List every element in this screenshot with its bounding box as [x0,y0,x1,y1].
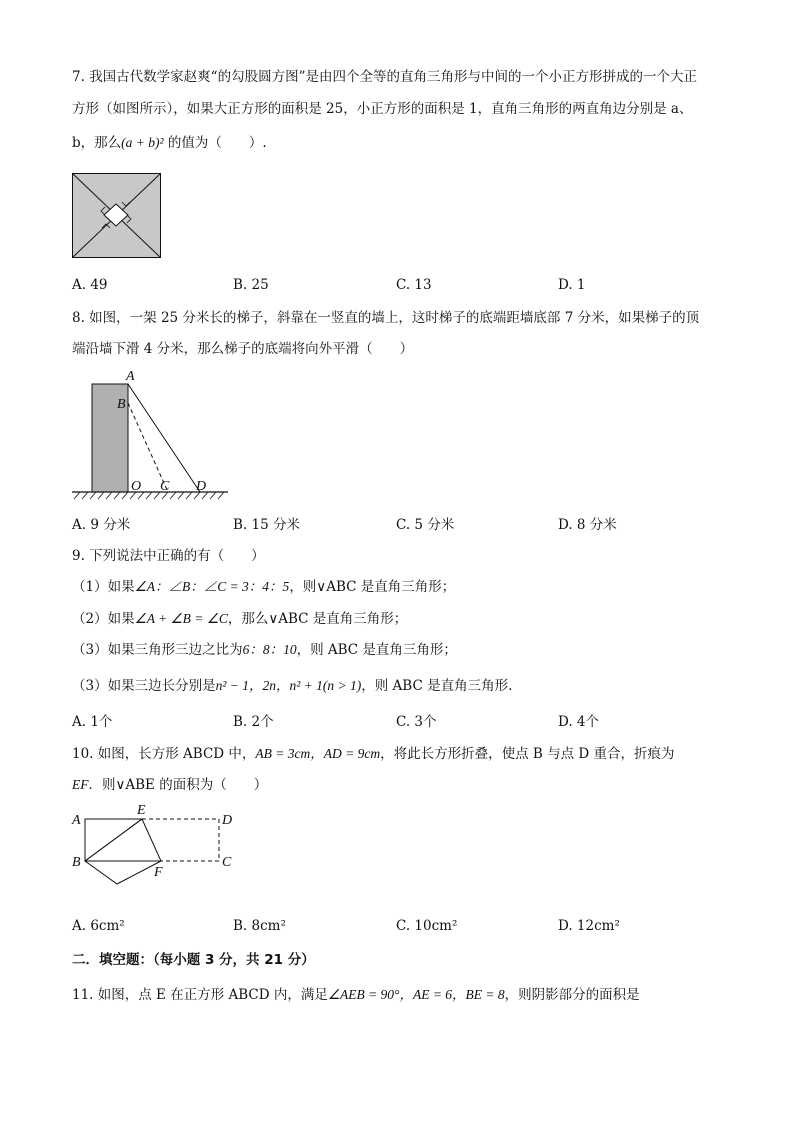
q10-label-c: C [222,855,232,870]
q8-label-d: D [196,479,207,494]
q8-ladder [128,384,200,492]
q7-option-d[interactable]: D. 1 [558,277,586,293]
q11-line1-math: ∠AEB = 90°，AE = 6，BE = 8 [327,987,505,1002]
q9-option-d[interactable]: D. 4个 [558,714,600,730]
q10-label-f: F [154,865,163,880]
q9-s2-post: ，那么∨ABC 是直角三角形； [227,611,408,627]
q7-option-a[interactable]: A. 49 [72,277,108,293]
q9-s2-math: ∠A + ∠B = ∠C [134,611,228,626]
q8-option-b[interactable]: B. 15 分米 [233,517,300,533]
q10-line1-math: AB = 3cm，AD = 9cm [255,746,381,761]
q10-rect-left-part [85,819,161,861]
q10-label-d: D [222,813,233,828]
q10-line2-math: EF [72,777,89,792]
q10-option-d[interactable]: D. 12cm² [558,918,620,934]
q10-label-e: E [137,803,146,818]
q7-line1: 7. 我国古代数学家赵爽“的勾股圆方图”是由四个全等的直角三角形与中间的一个小正方形拼成的一个大正 [72,69,697,85]
q8-line2: 端沿墙下滑 4 分米，那么梯子的底端将向外平滑（ ） [72,341,414,357]
q8-label-b: B [117,397,126,412]
q8-label-o: O [131,479,142,494]
q7-option-c[interactable]: C. 13 [396,277,432,293]
q8-option-a[interactable]: A. 9 分米 [72,517,131,533]
q9-s1-pre: （1）如果 [72,579,135,595]
q9-option-b[interactable]: B. 2个 [233,714,274,730]
q9-statement-3 [72,641,457,659]
q7-line3-post: 的值为（ ）. [163,135,267,151]
q9-stem: 9. 下列说法中正确的有（ ） [72,548,265,564]
q9-s4-pre: （3）如果三边长分别是 [72,678,216,694]
q7-option-b[interactable]: B. 25 [233,277,269,293]
q10-line2 [72,776,267,794]
q9-s1-math: ∠A：∠B：∠C = 3：4：5 [134,579,290,594]
q8-label-a: A [126,369,135,384]
q9-statement-1 [72,578,455,596]
q9-s4-math: n² − 1，2n，n² + 1(n > 1) [215,678,362,693]
q8-figure [72,368,232,500]
q9-s1-post: ，则∨ABC 是直角三角形； [289,579,456,595]
q8-label-c: C [160,479,170,494]
q11-line1-post: ，则阴影部分的面积是 [504,987,640,1003]
q9-option-a[interactable]: A. 1个 [72,714,113,730]
q9-statement-4 [72,677,512,695]
q10-figure [72,804,242,902]
q10-option-c[interactable]: C. 10cm² [396,918,458,934]
q10-line1-pre: 10. 如图，长方形 ABCD 中， [72,746,256,762]
q11-line1-pre: 11. 如图，点 E 在正方形 ABCD 内，满足 [72,987,328,1003]
q7-expression: (a + b)² [121,135,164,150]
q7-line2: 方形（如图所示），如果大正方形的面积是 25，小正方形的面积是 1，直角三角形的两直角边分别是 a、 [72,101,693,117]
q10-label-a: A [72,813,81,828]
q7-figure [72,173,162,259]
q8-line1: 8. 如图，一架 25 分米长的梯子，斜靠在一竖直的墙上，这时梯子的底端距墙底部 7 分米，如果梯子的顶 [72,310,700,326]
q9-s3-math: 6：8：10 [242,642,297,657]
q8-option-d[interactable]: D. 8 分米 [558,517,617,533]
section-2-heading: 二．填空题：（每小题 3 分，共 21 分） [72,952,315,968]
q10-folded-part [85,819,161,884]
q10-label-b: B [72,855,81,870]
q7-line3 [72,134,267,152]
q9-statement-2 [72,610,407,628]
q9-s3-post: ，则 ABC 是直角三角形； [296,642,457,658]
q10-line1 [72,745,675,763]
q7-line3-pre: b，那么 [72,135,122,151]
q10-rect-dashed-part [142,819,219,861]
q10-line1-post: ，将此长方形折叠，使点 B 与点 D 重合，折痕为 [380,746,675,762]
q9-s4-post: ，则 ABC 是直角三角形. [361,678,513,694]
q10-option-b[interactable]: B. 8cm² [233,918,286,934]
q9-s2-pre: （2）如果 [72,611,135,627]
q11-line1 [72,986,640,1004]
q8-option-c[interactable]: C. 5 分米 [396,517,455,533]
q9-s3-pre: （3）如果三角形三边之比为 [72,642,243,658]
q10-line2-post: ．则∨ABE 的面积为（ ） [88,777,268,793]
q9-option-c[interactable]: C. 3个 [396,714,437,730]
q10-option-a[interactable]: A. 6cm² [72,918,125,934]
